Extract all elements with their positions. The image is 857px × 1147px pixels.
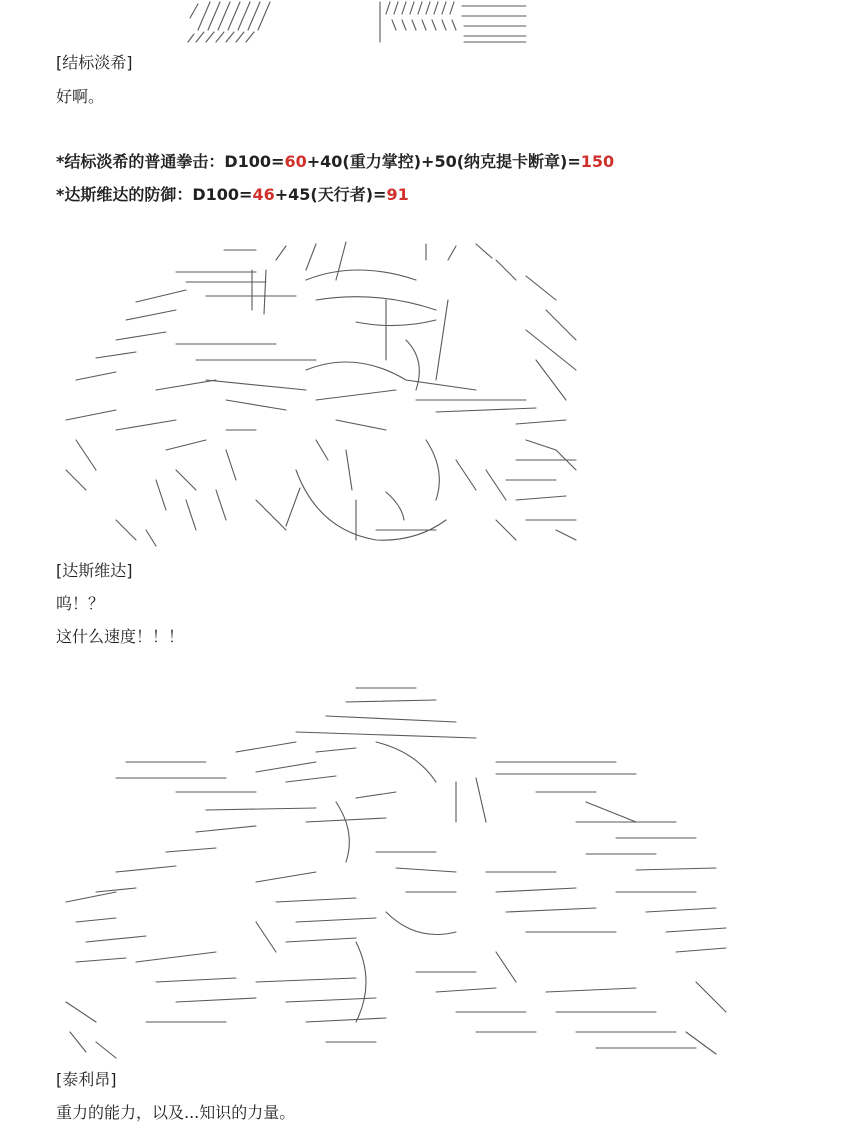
roll-total: 91 <box>386 185 409 204</box>
roll-dice-value: 60 <box>284 152 307 171</box>
dialogue-line: 重力的能力，以及...知识的力量。 <box>56 1103 296 1122</box>
roll-prefix: *达斯维达的防御：D100= <box>56 185 253 204</box>
roll-prefix: *结标淡希的普通拳击：D100= <box>56 152 285 171</box>
dialogue-line: 好啊。 <box>56 87 105 106</box>
ascii-art-top <box>180 0 540 46</box>
dialogue-line: 这什么速度！！！ <box>56 627 185 646</box>
dialogue-line: 呜！？ <box>56 594 105 613</box>
roll-total: 150 <box>580 152 615 171</box>
speaker-label: [达斯维达] <box>56 561 133 580</box>
dice-roll-line <box>56 151 614 173</box>
roll-dice-value: 46 <box>252 185 275 204</box>
ascii-art-illustration <box>56 240 596 556</box>
roll-modifiers: +45(天行者)= <box>274 185 387 204</box>
speaker-label: [泰利昂] <box>56 1070 117 1089</box>
ascii-art-illustration <box>56 682 736 1064</box>
speaker-label: [结标淡希] <box>56 53 133 72</box>
dice-roll-line <box>56 184 409 206</box>
roll-modifiers: +40(重力掌控)+50(纳克提卡断章)= <box>306 152 581 171</box>
